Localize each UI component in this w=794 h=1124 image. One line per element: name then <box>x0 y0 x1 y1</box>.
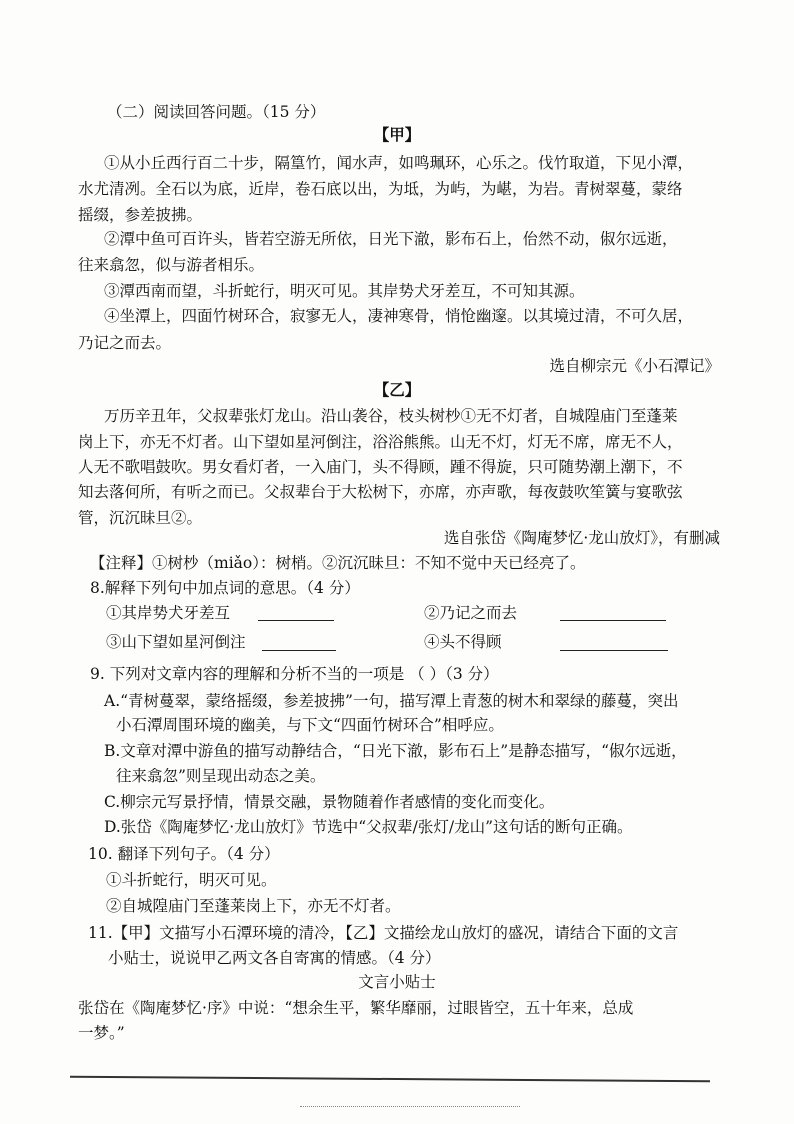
jia-line: 往来翕忽，似与游者相乐。 <box>78 256 265 274</box>
yi-line: 人无不歌唱鼓吹。男女看灯者，一入庙门，头不得顾，踵不得旋，只可随势潮上潮下，不 <box>78 458 683 476</box>
q8-item: ①其岸势犬牙差互 <box>106 604 231 622</box>
q10-item: ②自城隍庙门至蓬莱岗上下，亦无不灯者。 <box>106 897 401 915</box>
q10-stem: 10. 翻译下列句子。（4 分） <box>88 845 280 863</box>
jia-line: ④坐潭上，四面竹树环合，寂寥无人，凄神寒骨，悄怆幽邃。以其境过清，不可久居， <box>104 307 694 325</box>
jia-source: 选自柳宗元《小石潭记》 <box>549 357 720 375</box>
q8-item: ②乃记之而去 <box>424 604 518 622</box>
q9-option: C.柳宗元写景抒情，情景交融，景物随着作者感情的变化而变化。 <box>104 793 555 811</box>
jia-line: 水尤清冽。全石以为底，近岸，卷石底以出，为坻，为屿，为嵁，为岩。青树翠蔓，蒙络 <box>78 180 683 198</box>
yi-line: 管，沉沉昧旦②。 <box>78 509 203 527</box>
answer-line <box>70 1076 710 1082</box>
q9-option: B.文章对潭中游鱼的描写动静结合，“日光下澈，影布石上”是静态描写，“俶尔远逝， <box>104 742 687 760</box>
tip-line: 张岱在《陶庵梦忆·序》中说：“想余生平，繁华靡丽，过眼皆空，五十年来，总成 <box>78 999 634 1017</box>
q9-stem: 9. 下列对文章内容的理解和分析不当的一项是 （ ）（3 分） <box>90 665 499 683</box>
yi-title: 【乙】 <box>373 380 421 399</box>
q9-option-cont: 小石潭周围环境的幽美，与下文“四面竹树环合”相呼应。 <box>116 716 504 734</box>
jia-line: ①从小丘西行百二十步，隔篁竹，闻水声，如鸣珮环，心乐之。伐竹取道，下见小潭， <box>104 154 694 172</box>
yi-line: 岗上下，亦无不灯者。山下望如星河倒注，浴浴熊熊。山无不灯，灯无不席，席无不人， <box>78 433 683 451</box>
yi-line: 知去落何所，有听之而已。父叔辈台于大松树下，亦席，亦声歌，每夜鼓吹笙簧与宴歌弦 <box>78 483 683 501</box>
q9-option: A.“青树蔓翠，蒙络摇缀，参差披拂”一句，描写潭上青葱的树木和翠绿的藤蔓，突出 <box>104 692 679 710</box>
tip-line: 一梦。” <box>78 1024 125 1042</box>
yi-source: 选自张岱《陶庵梦忆·龙山放灯》，有删减 <box>443 529 720 547</box>
jia-title: 【甲】 <box>373 125 421 144</box>
jia-line: 乃记之而去。 <box>78 334 172 352</box>
q8-item: ④头不得顾 <box>424 633 502 651</box>
q10-item: ①斗折蛇行，明灭可见。 <box>106 871 277 889</box>
jia-line: ②潭中鱼可百许头，皆若空游无所依，日光下澈，影布石上，佁然不动，俶尔远逝， <box>104 230 678 248</box>
answer-blank[interactable] <box>258 620 334 621</box>
q11-stem-cont: 小贴士，说说甲乙两文各自寄寓的情感。（4 分） <box>108 949 441 967</box>
section-heading: （二）阅读回答问题。（15 分） <box>107 103 326 121</box>
answer-blank[interactable] <box>262 650 336 651</box>
q8-item: ③山下望如星河倒注 <box>106 633 246 651</box>
jia-line: ③潭西南而望，斗折蛇行，明灭可见。其岸势犬牙差互，不可知其源。 <box>104 282 585 300</box>
jia-line: 摇缀，参差披拂。 <box>78 206 203 224</box>
answer-blank[interactable] <box>560 620 666 621</box>
q9-option-cont: 往来翕忽”则呈现出动态之美。 <box>116 767 326 785</box>
tip-title: 文言小贴士 <box>358 973 436 991</box>
q9-option: D.张岱《陶庵梦忆·龙山放灯》节选中“父叔辈/张灯/龙山”这句话的断句正确。 <box>104 818 633 836</box>
yi-line: 万历辛丑年，父叔辈张灯龙山。沿山袭谷，枝头树杪①无不灯者，自城隍庙门至蓬莱 <box>104 407 678 425</box>
annotation-note: 【注释】①树杪（miǎo）：树梢。②沉沉昧旦：不知不觉中天已经亮了。 <box>90 554 586 572</box>
q11-stem: 11.【甲】文描写小石潭环境的清冷，【乙】文描绘龙山放灯的盛况，请结合下面的文言 <box>88 924 679 942</box>
scan-artifact <box>300 1100 520 1107</box>
answer-blank[interactable] <box>560 650 668 651</box>
q8-stem: 8.解释下列句中加点词的意思。（4 分） <box>90 579 360 597</box>
